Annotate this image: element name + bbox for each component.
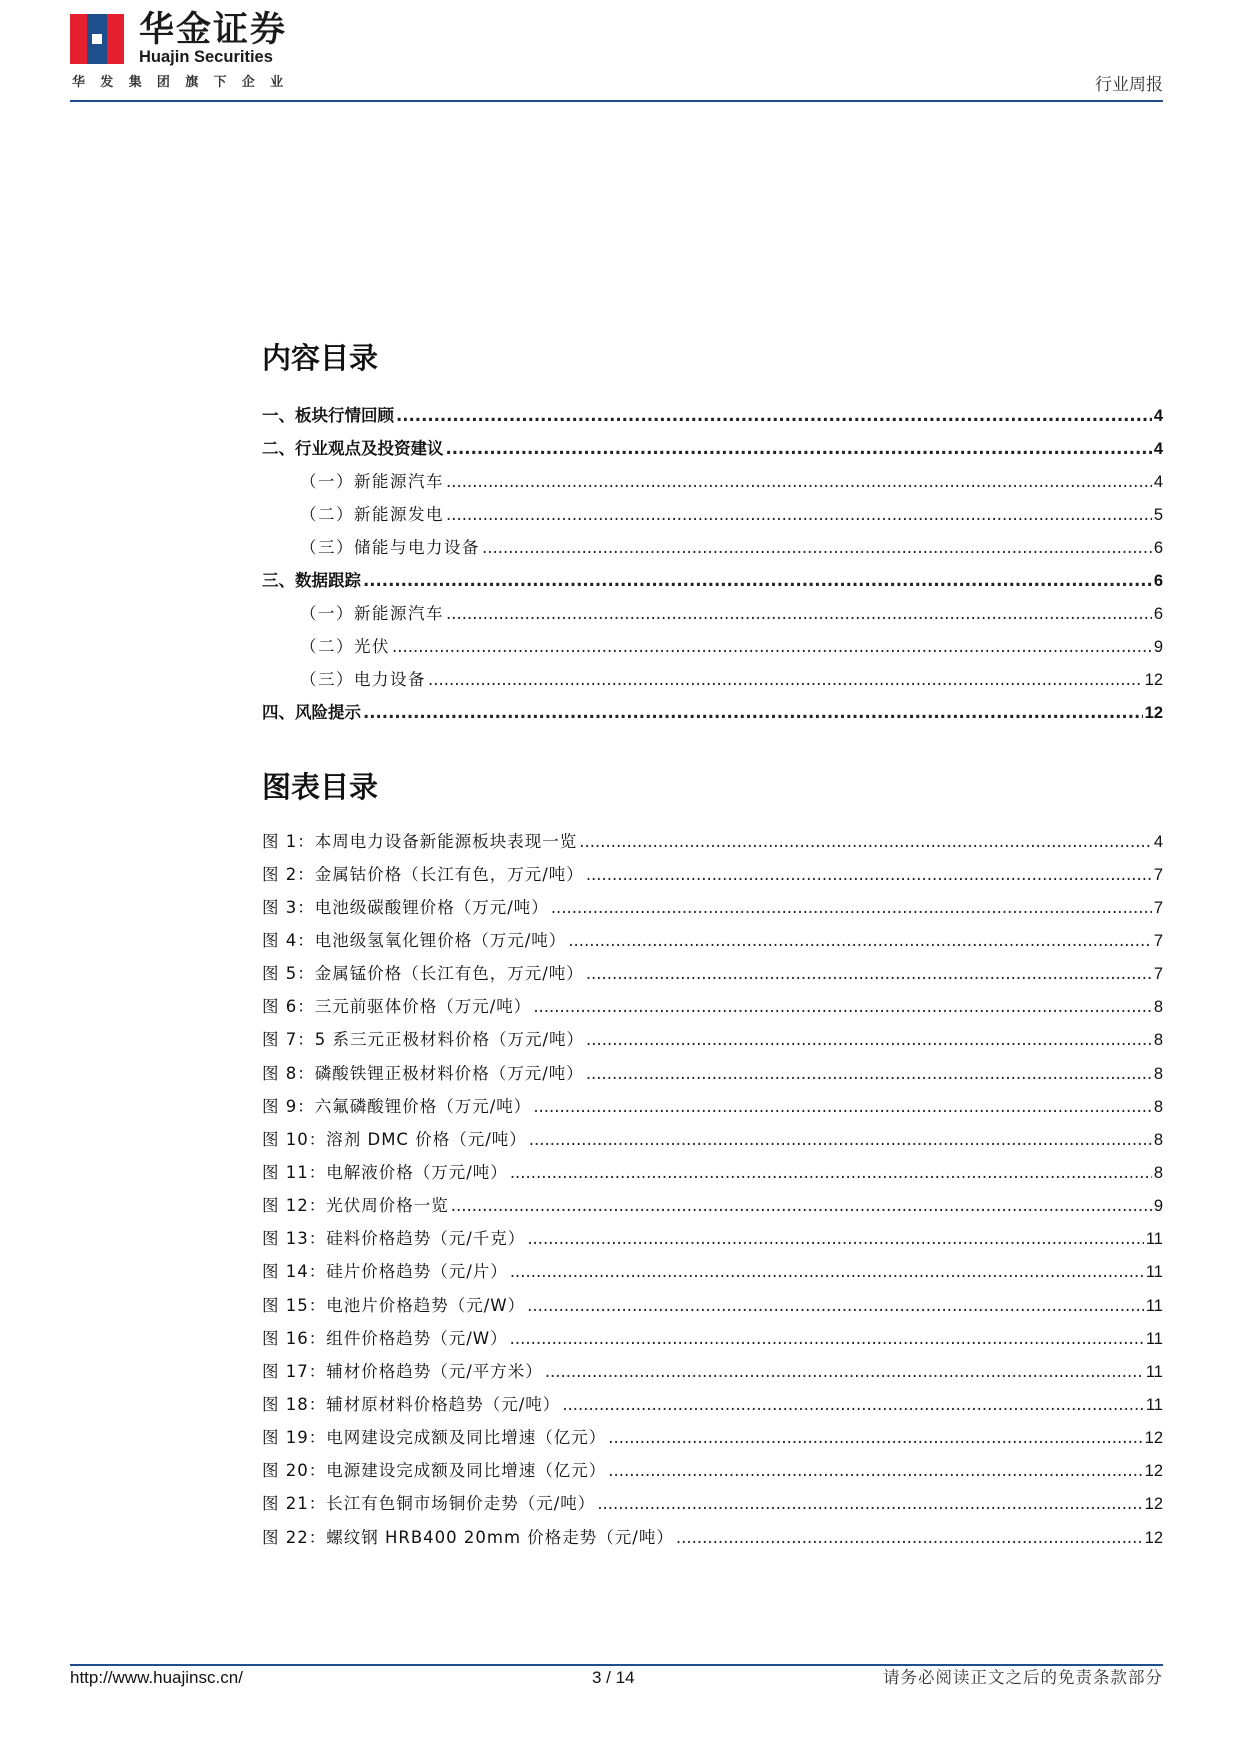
figure-entry-page: 11	[1145, 1329, 1163, 1348]
toc-entry-label: （一）新能源汽车	[300, 603, 444, 623]
toc-entry[interactable]	[262, 663, 1163, 696]
figure-entry-label: 图 2：金属钴价格（长江有色，万元/吨）	[262, 864, 584, 884]
toc-entry-label: （二）新能源发电	[300, 504, 444, 524]
toc-entry-page: 6	[1153, 571, 1163, 590]
figure-entry-page: 8	[1153, 998, 1163, 1017]
figure-entry[interactable]	[262, 991, 1163, 1024]
brand-name-cn: 华金证券	[139, 10, 288, 50]
figure-entry-label: 图 5：金属锰价格（长江有色，万元/吨）	[262, 964, 584, 984]
dot-leader	[396, 406, 1152, 426]
figure-entry[interactable]	[262, 1455, 1163, 1488]
toc-entry-page: 5	[1153, 505, 1163, 524]
figure-entry-label: 图 18：辅材原材料价格趋势（元/吨）	[262, 1394, 561, 1414]
dot-leader	[608, 1428, 1142, 1448]
figure-entry-label: 图 17：辅材价格趋势（元/平方米）	[262, 1361, 543, 1381]
figures-list	[262, 825, 1163, 1554]
dot-leader	[533, 997, 1152, 1017]
dot-leader	[608, 1461, 1142, 1481]
brand-name-en: Huajin Securities	[139, 48, 273, 66]
figure-entry-page: 11	[1145, 1230, 1163, 1249]
figure-entry-page: 9	[1153, 1197, 1163, 1216]
toc-entry[interactable]	[262, 597, 1163, 630]
dot-leader	[446, 439, 1152, 459]
toc-entry[interactable]	[262, 498, 1163, 531]
dot-leader	[597, 1494, 1142, 1514]
figure-entry-page: 11	[1145, 1362, 1163, 1381]
dot-leader	[527, 1229, 1144, 1249]
toc-entry-page: 6	[1153, 604, 1163, 623]
figure-entry-label: 图 19：电网建设完成额及同比增速（亿元）	[262, 1428, 607, 1448]
dot-leader	[586, 1030, 1152, 1050]
figure-entry[interactable]	[262, 1223, 1163, 1256]
figure-entry[interactable]	[262, 1057, 1163, 1090]
figure-entry-label: 图 16：组件价格趋势（元/W）	[262, 1328, 508, 1348]
toc-entry-page: 12	[1144, 670, 1163, 689]
toc-entry[interactable]	[262, 531, 1163, 564]
dot-leader	[545, 1362, 1144, 1382]
figure-entry-page: 12	[1144, 1462, 1163, 1481]
dot-leader	[446, 472, 1152, 492]
toc-entry-label: （二）光伏	[300, 636, 390, 656]
figure-entry[interactable]	[262, 1355, 1163, 1388]
figure-entry-page: 8	[1153, 1130, 1163, 1149]
figure-entry-page: 8	[1153, 1097, 1163, 1116]
dot-leader	[392, 637, 1152, 657]
dot-leader	[586, 865, 1152, 885]
figure-entry[interactable]	[262, 1322, 1163, 1355]
figure-entry-label: 图 21：长江有色铜市场铜价走势（元/吨）	[262, 1494, 596, 1514]
figure-entry-label: 图 9：六氟磷酸锂价格（万元/吨）	[262, 1096, 532, 1116]
footer-disclaimer: 请务必阅读正文之后的免责条款部分	[883, 1668, 1163, 1687]
figure-entry-label: 图 22：螺纹钢 HRB400 20mm 价格走势（元/吨）	[262, 1527, 674, 1547]
dot-leader	[510, 1329, 1144, 1349]
toc-entry[interactable]	[262, 399, 1163, 432]
figure-entry[interactable]	[262, 1289, 1163, 1322]
figure-entry[interactable]	[262, 1024, 1163, 1057]
dot-leader	[527, 1296, 1144, 1316]
figure-entry-label: 图 20：电源建设完成额及同比增速（亿元）	[262, 1461, 607, 1481]
figure-entry-label: 图 11：电解液价格（万元/吨）	[262, 1162, 508, 1182]
toc-entry-page: 4	[1153, 406, 1163, 425]
toc-entry-label: 四、风险提示	[262, 702, 361, 722]
dot-leader	[562, 1395, 1144, 1415]
figures-heading: 图表目录	[262, 770, 379, 804]
dot-leader	[510, 1262, 1144, 1282]
dot-leader	[363, 571, 1152, 591]
dot-leader	[363, 703, 1143, 723]
toc-entry[interactable]	[262, 564, 1163, 597]
dot-leader	[451, 1196, 1152, 1216]
footer-divider	[70, 1664, 1163, 1666]
dot-leader	[586, 1064, 1152, 1084]
dot-leader	[529, 1130, 1152, 1150]
figure-entry-page: 4	[1153, 832, 1163, 851]
toc-entry[interactable]	[262, 696, 1163, 729]
figure-entry-page: 12	[1144, 1429, 1163, 1448]
figure-entry-label: 图 14：硅片价格趋势（元/片）	[262, 1262, 508, 1282]
dot-leader	[510, 1163, 1152, 1183]
figure-entry-page: 8	[1153, 1031, 1163, 1050]
toc-list	[262, 399, 1163, 729]
figure-entry[interactable]	[262, 1256, 1163, 1289]
header-divider	[70, 100, 1163, 102]
toc-entry-label: 二、行业观点及投资建议	[262, 438, 444, 458]
group-affiliation: 华发集团旗下企业	[72, 75, 299, 90]
figure-entry[interactable]	[262, 1521, 1163, 1554]
figure-entry-label: 图 4：电池级氢氧化锂价格（万元/吨）	[262, 930, 567, 950]
figure-entry-page: 12	[1144, 1495, 1163, 1514]
figure-entry-label: 图 10：溶剂 DMC 价格（元/吨）	[262, 1129, 527, 1149]
dot-leader	[586, 964, 1152, 984]
figure-entry-page: 7	[1153, 931, 1163, 950]
toc-entry[interactable]	[262, 465, 1163, 498]
figure-entry-page: 8	[1153, 1163, 1163, 1182]
dot-leader	[482, 538, 1152, 558]
toc-entry-page: 4	[1153, 472, 1163, 491]
figure-entry[interactable]	[262, 1090, 1163, 1123]
figure-entry[interactable]	[262, 1156, 1163, 1189]
dot-leader	[568, 931, 1152, 951]
page-indicator: 3 / 14	[592, 1668, 635, 1687]
toc-heading: 内容目录	[262, 341, 379, 375]
figure-entry[interactable]	[262, 825, 1163, 858]
figure-entry-label: 图 13：硅料价格趋势（元/千克）	[262, 1229, 526, 1249]
figure-entry-page: 7	[1153, 898, 1163, 917]
figure-entry[interactable]	[262, 1190, 1163, 1223]
toc-entry-label: 一、板块行情回顾	[262, 405, 394, 425]
toc-entry-page: 12	[1144, 703, 1163, 722]
dot-leader	[579, 832, 1152, 852]
figure-entry-page: 11	[1145, 1263, 1163, 1282]
huajin-logo-icon	[70, 14, 124, 64]
figure-entry-label: 图 12：光伏周价格一览	[262, 1196, 449, 1216]
figure-entry-page: 7	[1153, 865, 1163, 884]
figure-entry[interactable]	[262, 1422, 1163, 1455]
figure-entry-label: 图 3：电池级碳酸锂价格（万元/吨）	[262, 897, 549, 917]
figure-entry-label: 图 8：磷酸铁锂正极材料价格（万元/吨）	[262, 1063, 584, 1083]
figure-entry[interactable]	[262, 1123, 1163, 1156]
dot-leader	[428, 670, 1143, 690]
figure-entry-page: 11	[1145, 1395, 1163, 1414]
figure-entry[interactable]	[262, 891, 1163, 924]
figure-entry[interactable]	[262, 1488, 1163, 1521]
toc-entry-page: 6	[1153, 538, 1163, 557]
figure-entry[interactable]	[262, 858, 1163, 891]
toc-entry-label: （三）电力设备	[300, 669, 426, 689]
toc-entry-page: 4	[1153, 439, 1163, 458]
figure-entry-label: 图 15：电池片价格趋势（元/W）	[262, 1295, 526, 1315]
figure-entry-label: 图 7：5 系三元正极材料价格（万元/吨）	[262, 1030, 585, 1050]
toc-entry-label: 三、数据跟踪	[262, 570, 361, 590]
dot-leader	[676, 1528, 1143, 1548]
figure-entry-page: 7	[1153, 965, 1163, 984]
figure-entry-page: 11	[1145, 1296, 1163, 1315]
toc-entry-label: （三）储能与电力设备	[300, 537, 480, 557]
toc-entry[interactable]	[262, 432, 1163, 465]
dot-leader	[446, 505, 1152, 525]
figure-entry-label: 图 1：本周电力设备新能源板块表现一览	[262, 831, 578, 851]
toc-entry[interactable]	[262, 630, 1163, 663]
figure-entry-label: 图 6：三元前驱体价格（万元/吨）	[262, 997, 532, 1017]
figure-entry[interactable]	[262, 924, 1163, 957]
figure-entry[interactable]	[262, 1388, 1163, 1421]
figure-entry-page: 12	[1144, 1528, 1163, 1547]
report-type: 行业周报	[1095, 75, 1163, 95]
footer-website-link[interactable]: http://www.huajinsc.cn/	[70, 1668, 243, 1687]
figure-entry[interactable]	[262, 958, 1163, 991]
dot-leader	[533, 1097, 1152, 1117]
figure-entry-page: 8	[1153, 1064, 1163, 1083]
dot-leader	[551, 898, 1152, 918]
toc-entry-label: （一）新能源汽车	[300, 471, 444, 491]
dot-leader	[446, 604, 1152, 624]
toc-entry-page: 9	[1153, 637, 1163, 656]
